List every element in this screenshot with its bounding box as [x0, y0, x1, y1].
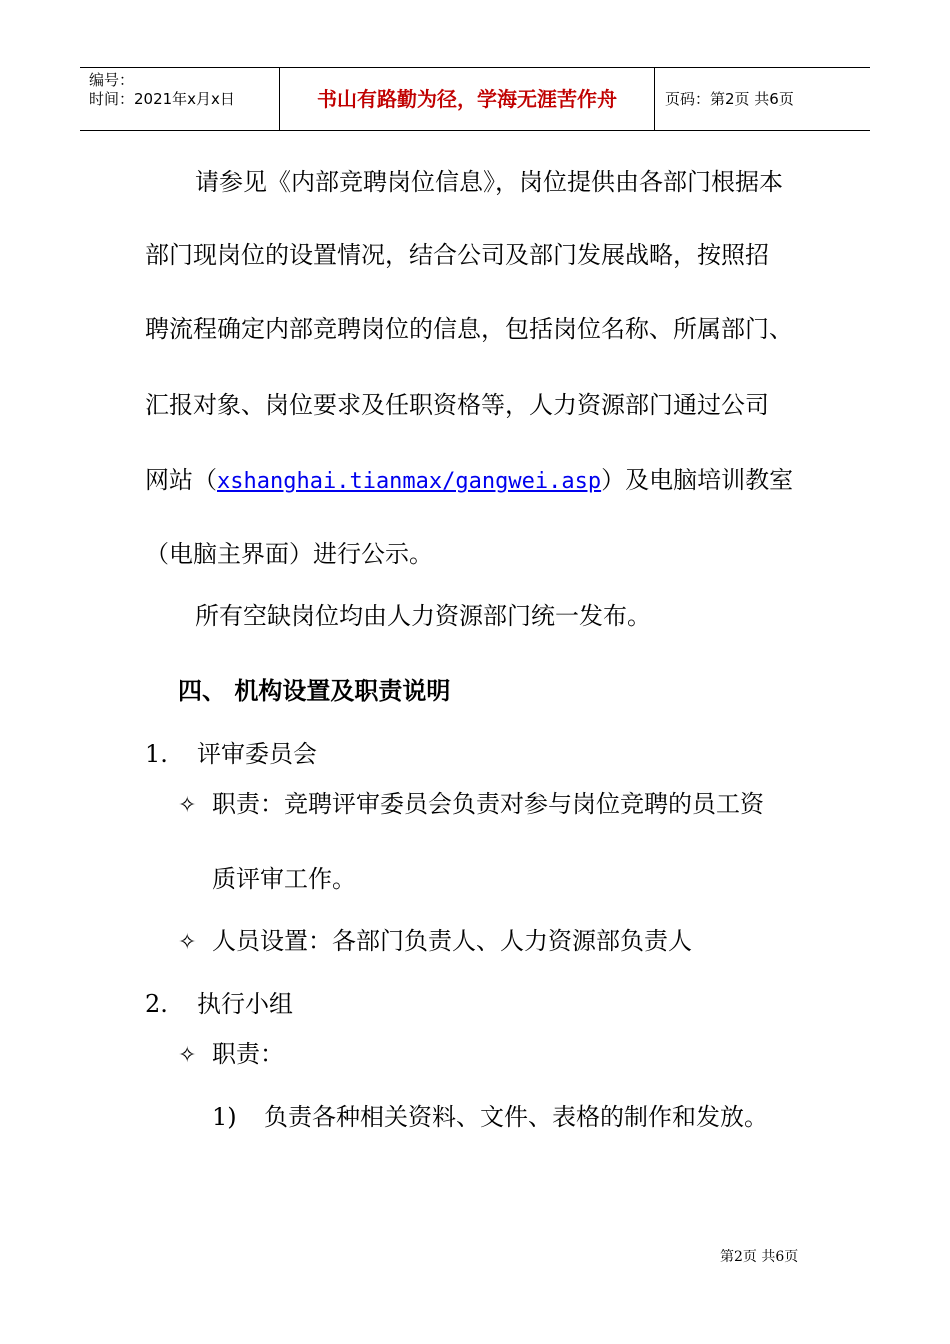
item-1-title: 评审委员会 — [197, 740, 317, 768]
paragraph-1-line-6: （电脑主界面）进行公示。 — [145, 540, 433, 568]
section-4-heading: 四、 机构设置及职责说明 — [178, 677, 451, 705]
paragraph-1-line-4: 汇报对象、岗位要求及任职资格等，人力资源部门通过公司 — [145, 391, 769, 419]
diamond-bullet-icon: ✧ — [178, 930, 197, 955]
paragraph-1-line-5-prefix: 网站（ — [145, 466, 217, 494]
header-page-info: 页码：第2页 共6页 — [665, 90, 794, 108]
item-1-staffing-text: 人员设置：各部门负责人、人力资源部负责人 — [212, 927, 692, 955]
diamond-bullet-icon: ✧ — [178, 1043, 197, 1068]
item-1-staffing — [178, 926, 692, 958]
paragraph-1-line-2: 部门现岗位的设置情况，结合公司及部门发展战略，按照招 — [145, 241, 769, 269]
paragraph-2: 所有空缺岗位均由人力资源部门统一发布。 — [195, 602, 651, 630]
header-meta-cell — [80, 68, 280, 130]
paragraph-1-line-1: 请参见《内部竞聘岗位信息》，岗位提供由各部门根据本 — [195, 168, 783, 196]
header-motto-cell — [280, 68, 655, 130]
header-page-cell — [655, 68, 870, 130]
doc-number-label: 编号： — [89, 71, 135, 89]
item-1-heading — [145, 739, 317, 769]
diamond-bullet-icon: ✧ — [178, 793, 197, 818]
item-2-number: 2. — [145, 990, 168, 1018]
header-motto: 书山有路勤为径，学海无涯苦作舟 — [317, 87, 617, 111]
item-1-duty-line-1 — [178, 789, 764, 821]
item-1-duty-text: 职责：竞聘评审委员会负责对参与岗位竞聘的员工资 — [212, 790, 764, 818]
item-1-duty-line-2: 质评审工作。 — [212, 865, 356, 893]
item-2-subitem-1 — [212, 1102, 768, 1132]
page-header — [80, 67, 870, 131]
item-2-duty-text: 职责： — [212, 1040, 284, 1068]
footer-page-info: 第2页 共6页 — [720, 1249, 799, 1265]
paragraph-1-line-3: 聘流程确定内部竞聘岗位的信息，包括岗位名称、所属部门、 — [145, 315, 793, 343]
paragraph-1-line-5 — [145, 465, 793, 497]
paragraph-1-line-5-suffix: ）及电脑培训教室 — [601, 466, 794, 494]
recruitment-website-link[interactable]: xshanghai.tianmax/gangwei.asp — [217, 469, 602, 494]
item-2-title: 执行小组 — [197, 990, 293, 1018]
item-2-heading — [145, 989, 293, 1019]
subitem-1-number: 1) — [212, 1103, 237, 1131]
item-1-number: 1. — [145, 740, 168, 768]
item-2-duty — [178, 1039, 284, 1071]
subitem-1-text: 负责各种相关资料、文件、表格的制作和发放。 — [264, 1103, 768, 1131]
doc-time-label: 时间：2021年x月x日 — [89, 90, 235, 108]
